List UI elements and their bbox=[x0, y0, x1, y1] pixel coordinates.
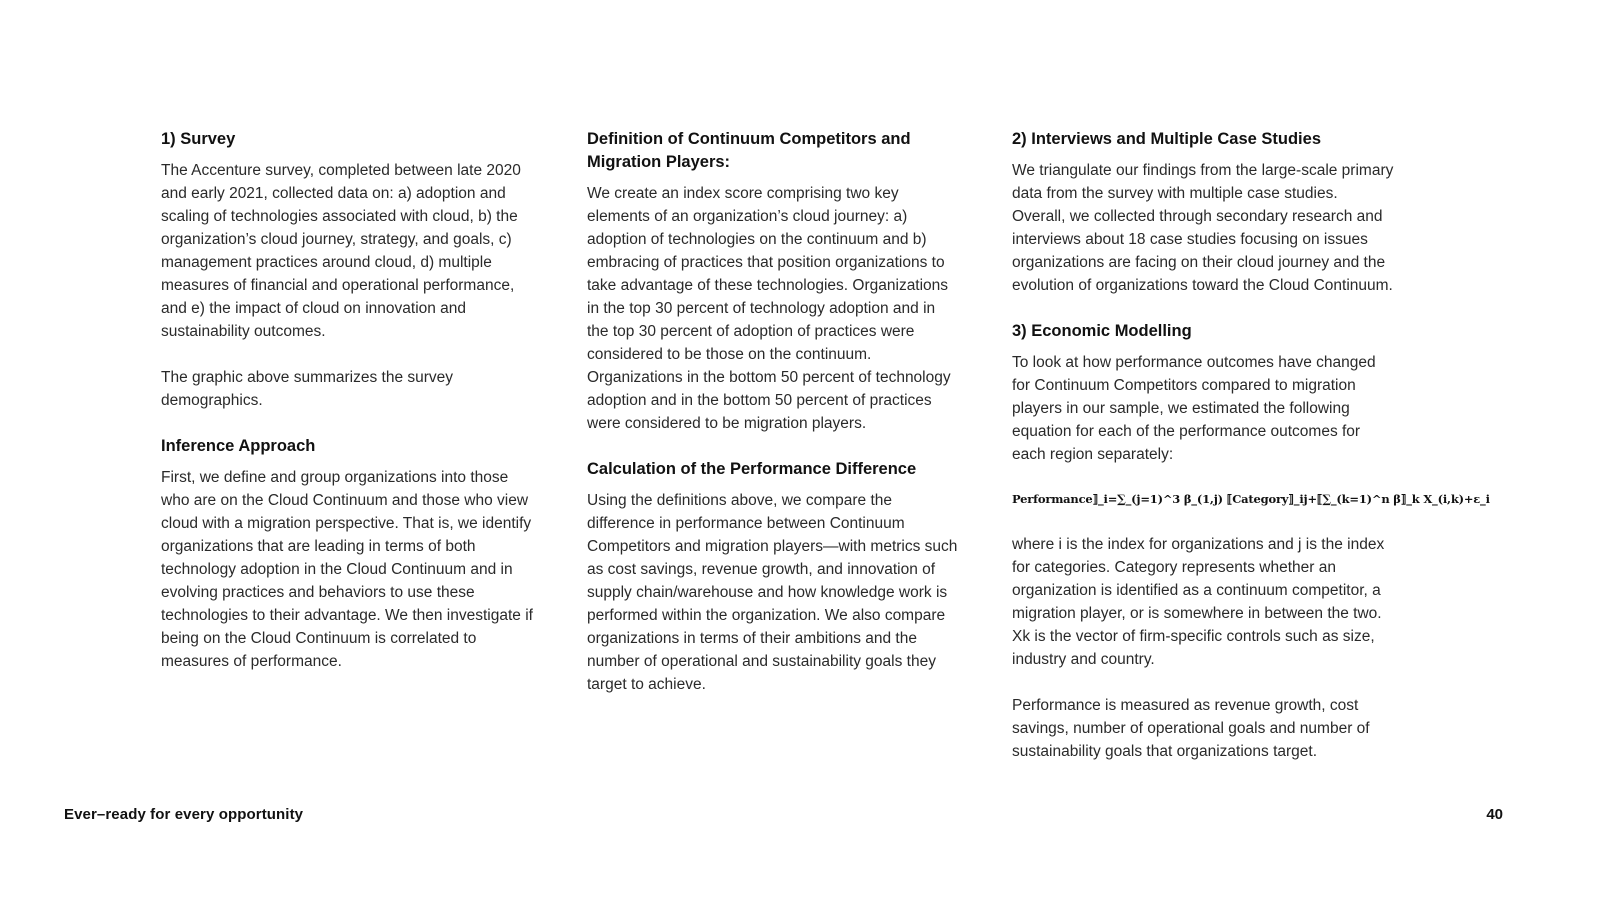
regression-formula: Performance⟧_i=∑_(j=1)^3 β_(1,j) ⟦Category⟧_ij+⟦∑_(k=1)^n β⟧_k X_(i,k)+ε_i bbox=[1012, 492, 1490, 506]
survey-paragraph: The Accenture survey, completed between late 2020 and early 2021, collected data on: a) adoption and scaling of technologies associated with cloud, b) the organization’s cloud journey, strategy, and goals, c) management practices around cloud, d) multiple measures of financial and operational performance, and e) the impact of cloud on innovation and sustainability outcomes. bbox=[161, 162, 521, 340]
survey-demographics-note: The graphic above summarizes the survey demographics. bbox=[161, 369, 454, 409]
footer bbox=[64, 806, 1503, 823]
inference-approach-heading: Inference Approach bbox=[161, 437, 316, 455]
economic-modelling-heading: 3) Economic Modelling bbox=[1012, 322, 1192, 340]
definition-heading: Definition of Continuum Competitors and Migration Players: bbox=[587, 130, 911, 171]
index-explanation-paragraph: where i is the index for organizations and j is the index for categories. Category represents whether an organization is identified as a continuum competitor, a migration player, or is somewhere in between the two. Xk is the vector of firm-specific controls such as size, industry and country. bbox=[1012, 536, 1385, 668]
case-studies-paragraph: We triangulate our findings from the large-scale primary data from the survey with multiple case studies. Overall, we collected through secondary research and interviews about 18 case studies focusing on issues organizations are facing on their cloud journey and the evolution of organizations toward the Cloud Continuum. bbox=[1012, 162, 1394, 294]
performance-difference-heading: Calculation of the Performance Difference bbox=[587, 460, 917, 478]
definition-paragraph: We create an index score comprising two key elements of an organization’s cloud journey: a) adoption of technologies on the continuum and b) embracing of practices that position organizations to take advantage of these technologies. Organizations in the top 30 percent of technology adoption and in the top 30 percent of adoption of practices were considered to be those on the continuum. Organizations in the bottom 50 percent of technology adoption and in the bottom 50 percent of practices were considered to be migration players. bbox=[587, 185, 951, 432]
performance-difference-paragraph: Using the definitions above, we compare the difference in performance between Continuum Competitors and migration players—with metrics such as cost savings, revenue growth, and innovation of supply chain/warehouse and how knowledge work is performed within the organization. We also compare organizations in terms of their ambitions and the number of operational and sustainability goals they target to achieve. bbox=[587, 492, 958, 693]
footer-tagline: Ever–ready for every opportunity bbox=[64, 806, 304, 823]
column-survey bbox=[161, 128, 539, 696]
economic-modelling-paragraph: To look at how performance outcomes have changed for Continuum Competitors compared to migration players in our sample, we estimated the following equation for each of the performance outcomes for each region separately: bbox=[1012, 354, 1376, 463]
case-studies-heading: 2) Interviews and Multiple Case Studies bbox=[1012, 130, 1321, 148]
column-definitions bbox=[587, 128, 959, 719]
column-methods bbox=[1012, 128, 1490, 786]
inference-approach-paragraph: First, we define and group organizations into those who are on the Cloud Continuum and those who view cloud with a migration perspective. That is, we identify organizations that are leading in terms of both technology adoption in the Cloud Continuum and in evolving practices and behaviors to use these technologies to their advantage. We then investigate if being on the Cloud Continuum is correlated to measures of performance. bbox=[161, 469, 533, 670]
performance-measure-paragraph: Performance is measured as revenue growth, cost savings, number of operational goals and number of sustainability goals that organizations target. bbox=[1012, 697, 1370, 760]
survey-heading: 1) Survey bbox=[161, 130, 236, 148]
page-number: 40 bbox=[1486, 806, 1503, 823]
